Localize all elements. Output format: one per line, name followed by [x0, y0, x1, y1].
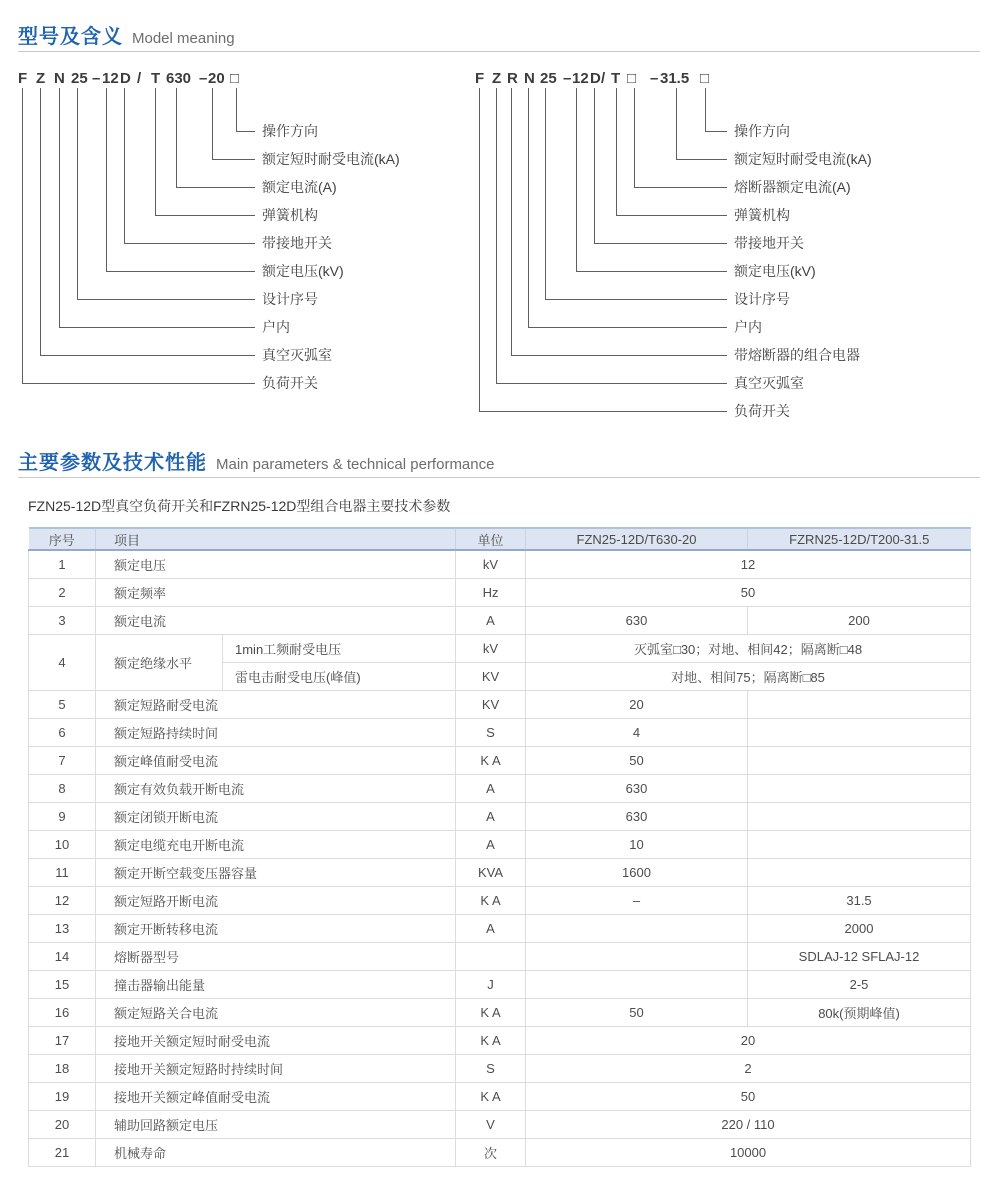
cell-value-fzn: 10: [526, 831, 748, 859]
fzn25-model-char: 20: [208, 70, 225, 87]
cell-item: 接地开关额定短时耐受电流: [96, 1027, 456, 1055]
cell-no: 1: [29, 550, 96, 579]
cell-value-fzrn: [748, 775, 971, 803]
cell-value-fzn: [526, 943, 748, 971]
cell-value-fzrn: 31.5: [748, 887, 971, 915]
fzrn25-model-label: 设计序号: [734, 291, 790, 307]
cell-unit: [456, 943, 526, 971]
table-row: [29, 887, 971, 915]
cell-unit: K A: [456, 999, 526, 1027]
table-row: [29, 1055, 971, 1083]
fzrn25-model-char: –: [650, 70, 659, 87]
fzrn25-model-char: R: [507, 70, 518, 87]
table-row: [29, 691, 971, 719]
cell-no: 21: [29, 1139, 96, 1167]
cell-value-fzrn: [748, 691, 971, 719]
cell-item: 额定开断空载变压器容量: [96, 859, 456, 887]
cell-no: 3: [29, 607, 96, 635]
parameters-table: [28, 527, 971, 1167]
cell-no: 5: [29, 691, 96, 719]
table-row: [29, 607, 971, 635]
fzn25-model-label: 额定电流(A): [262, 179, 337, 195]
model-diagrams-layer: [0, 0, 1000, 440]
cell-item: 额定短路关合电流: [96, 999, 456, 1027]
fzn25-model-label: 额定短时耐受电流(kA): [262, 151, 400, 167]
cell-value-merged: 220 / 110: [526, 1111, 971, 1139]
cell-subitem: 雷电击耐受电压(峰值): [223, 663, 456, 691]
cell-unit: S: [456, 719, 526, 747]
fzrn25-model-char: Z: [492, 70, 502, 87]
fzn25-model-label: 弹簧机构: [262, 207, 318, 223]
cell-no: 17: [29, 1027, 96, 1055]
fzrn25-model-label: 负荷开关: [734, 403, 790, 419]
section2-title-en: Main parameters & technical performance: [216, 456, 495, 473]
fzn25-model-char: –: [92, 70, 101, 87]
cell-item: 额定绝缘水平: [96, 635, 223, 691]
cell-unit: A: [456, 803, 526, 831]
fzn25-model-char: Z: [36, 70, 46, 87]
cell-no: 11: [29, 859, 96, 887]
cell-unit: kV: [456, 550, 526, 579]
cell-unit: A: [456, 775, 526, 803]
fzrn25-model-label: 额定电压(kV): [734, 263, 816, 279]
cell-item: 额定电流: [96, 607, 456, 635]
cell-value-fzrn: 2-5: [748, 971, 971, 999]
cell-unit: KV: [456, 663, 526, 691]
cell-no: 14: [29, 943, 96, 971]
table-row: [29, 803, 971, 831]
cell-value-fzrn: [748, 719, 971, 747]
cell-value-fzn: [526, 915, 748, 943]
fzrn25-model-label: 额定短时耐受电流(kA): [734, 151, 872, 167]
fzrn25-model-char: T: [611, 70, 621, 87]
cell-no: 8: [29, 775, 96, 803]
cell-item: 撞击器输出能量: [96, 971, 456, 999]
cell-value-fzn: 1600: [526, 859, 748, 887]
fzrn25-model-label: 弹簧机构: [734, 207, 790, 223]
cell-value-fzrn: [748, 747, 971, 775]
cell-item: 熔断器型号: [96, 943, 456, 971]
table-row: [29, 747, 971, 775]
cell-item: 额定电压: [96, 550, 456, 579]
cell-unit: KV: [456, 691, 526, 719]
section1-title-zh: 型号及含义: [18, 26, 123, 48]
cell-value-fzn: 50: [526, 747, 748, 775]
cell-value-merged: 灭弧室□30；对地、相间42；隔离断□48: [526, 635, 971, 663]
cell-unit: 次: [456, 1139, 526, 1167]
cell-unit: A: [456, 831, 526, 859]
cell-no: 13: [29, 915, 96, 943]
fzn25-model-connector: [22, 88, 255, 384]
cell-value-merged: 50: [526, 1083, 971, 1111]
table-row: [29, 1083, 971, 1111]
fzrn25-model-label: 操作方向: [734, 123, 790, 139]
cell-item: 额定电缆充电开断电流: [96, 831, 456, 859]
cell-value-fzrn: 2000: [748, 915, 971, 943]
cell-no: 2: [29, 579, 96, 607]
cell-item: 额定有效负载开断电流: [96, 775, 456, 803]
header-no: 序号: [29, 528, 96, 550]
fzrn25-model-char: D: [590, 70, 601, 87]
cell-unit: S: [456, 1055, 526, 1083]
table-row: [29, 999, 971, 1027]
cell-value-fzrn: SDLAJ-12 SFLAJ-12: [748, 943, 971, 971]
fzn25-model-char: □: [230, 70, 240, 87]
fzn25-model-label: 带接地开关: [262, 235, 332, 251]
section1-title-en: Model meaning: [132, 30, 235, 47]
cell-value-merged: 50: [526, 579, 971, 607]
cell-value-fzn: [526, 971, 748, 999]
header-model-fzn: FZN25-12D/T630-20: [526, 528, 748, 550]
fzrn25-model-char: /: [601, 70, 606, 87]
cell-value-fzn: 630: [526, 803, 748, 831]
table-row: [29, 1139, 971, 1167]
cell-no: 20: [29, 1111, 96, 1139]
fzrn25-model-label: 户内: [734, 319, 762, 335]
fzrn25-model-char: 12: [572, 70, 589, 87]
fzn25-model-label: 负荷开关: [262, 375, 318, 391]
fzrn25-model-char: N: [524, 70, 535, 87]
cell-value-fzn: 20: [526, 691, 748, 719]
params-table-body: [29, 550, 971, 1167]
fzrn25-model-label: 真空灭弧室: [734, 375, 804, 391]
cell-no: 7: [29, 747, 96, 775]
fzrn25-model-label: 熔断器额定电流(A): [734, 179, 851, 195]
cell-no: 4: [29, 635, 96, 691]
cell-value-merged: 10000: [526, 1139, 971, 1167]
cell-unit: K A: [456, 1027, 526, 1055]
cell-value-fzrn: [748, 803, 971, 831]
section-title-parameters: [18, 446, 494, 475]
table-title: FZN25-12D型真空负荷开关和FZRN25-12D型组合电器主要技术参数: [28, 498, 451, 514]
section2-title-zh: 主要参数及技术性能: [18, 452, 207, 474]
table-row: [29, 719, 971, 747]
cell-value-fzn: –: [526, 887, 748, 915]
cell-value-fzn: 50: [526, 999, 748, 1027]
cell-unit: K A: [456, 1083, 526, 1111]
table-row: [29, 1027, 971, 1055]
cell-value-merged: 20: [526, 1027, 971, 1055]
cell-item: 额定频率: [96, 579, 456, 607]
cell-no: 15: [29, 971, 96, 999]
fzrn25-model-char: □: [700, 70, 710, 87]
cell-unit: K A: [456, 747, 526, 775]
cell-unit: V: [456, 1111, 526, 1139]
table-row: [29, 1111, 971, 1139]
cell-unit: A: [456, 915, 526, 943]
cell-value-fzrn: 200: [748, 607, 971, 635]
cell-item: 额定峰值耐受电流: [96, 747, 456, 775]
fzn25-model-char: –: [199, 70, 208, 87]
cell-no: 9: [29, 803, 96, 831]
fzrn25-model-char: –: [563, 70, 572, 87]
cell-value-merged: 2: [526, 1055, 971, 1083]
fzrn25-model-char: 31.5: [660, 70, 690, 87]
cell-item: 机械寿命: [96, 1139, 456, 1167]
cell-item: 额定开断转移电流: [96, 915, 456, 943]
fzn25-model-char: 630: [166, 70, 192, 87]
cell-unit: kV: [456, 635, 526, 663]
fzn25-model-char: 12: [102, 70, 119, 87]
cell-unit: KVA: [456, 859, 526, 887]
fzrn25-model-char: F: [475, 70, 485, 87]
table-row: [29, 775, 971, 803]
cell-item: 额定闭锁开断电流: [96, 803, 456, 831]
table-row: [29, 915, 971, 943]
cell-unit: Hz: [456, 579, 526, 607]
cell-value-fzrn: [748, 831, 971, 859]
cell-unit: J: [456, 971, 526, 999]
table-row: [29, 943, 971, 971]
cell-value-fzn: 630: [526, 607, 748, 635]
fzn25-model-char: N: [54, 70, 65, 87]
cell-unit: K A: [456, 887, 526, 915]
cell-value-fzrn: 80k(预期峰值): [748, 999, 971, 1027]
cell-unit: A: [456, 607, 526, 635]
table-header-row: [29, 528, 971, 550]
fzrn25-model-char: □: [627, 70, 637, 87]
fzrn25-model-connector: [479, 88, 727, 412]
cell-value-merged: 12: [526, 550, 971, 579]
cell-no: 18: [29, 1055, 96, 1083]
cell-no: 10: [29, 831, 96, 859]
fzrn25-model-label: 带熔断器的组合电器: [734, 347, 860, 363]
cell-no: 19: [29, 1083, 96, 1111]
fzn25-model-char: F: [18, 70, 28, 87]
cell-value-fzn: 630: [526, 775, 748, 803]
fzn25-model-label: 操作方向: [262, 123, 318, 139]
fzn25-model-char: D: [120, 70, 131, 87]
cell-item: 接地开关额定峰值耐受电流: [96, 1083, 456, 1111]
table-row: [29, 971, 971, 999]
section2-divider: [18, 477, 980, 478]
cell-item: 接地开关额定短路时持续时间: [96, 1055, 456, 1083]
cell-no: 12: [29, 887, 96, 915]
table-row: [29, 579, 971, 607]
fzn25-model-label: 额定电压(kV): [262, 263, 344, 279]
table-row: [29, 859, 971, 887]
table-row: [29, 550, 971, 579]
fzn25-model-char: T: [151, 70, 161, 87]
cell-item: 辅助回路额定电压: [96, 1111, 456, 1139]
fzn25-model-char: 25: [71, 70, 88, 87]
cell-item: 额定短路开断电流: [96, 887, 456, 915]
header-unit: 单位: [456, 528, 526, 550]
cell-value-fzrn: [748, 859, 971, 887]
fzn25-model-label: 设计序号: [262, 291, 318, 307]
cell-no: 6: [29, 719, 96, 747]
cell-value-fzn: 4: [526, 719, 748, 747]
fzrn25-model-char: 25: [540, 70, 557, 87]
fzn25-model-char: /: [137, 70, 142, 87]
table-row: [29, 635, 971, 663]
fzn25-model-label: 真空灭弧室: [262, 347, 332, 363]
header-item: 项目: [96, 528, 456, 550]
cell-no: 16: [29, 999, 96, 1027]
cell-value-merged: 对地、相间75；隔离断□85: [526, 663, 971, 691]
header-model-fzrn: FZRN25-12D/T200-31.5: [748, 528, 971, 550]
cell-subitem: 1min工频耐受电压: [223, 635, 456, 663]
table-row: [29, 831, 971, 859]
fzn25-model-label: 户内: [262, 319, 290, 335]
cell-item: 额定短路持续时间: [96, 719, 456, 747]
fzrn25-model-label: 带接地开关: [734, 235, 804, 251]
cell-item: 额定短路耐受电流: [96, 691, 456, 719]
